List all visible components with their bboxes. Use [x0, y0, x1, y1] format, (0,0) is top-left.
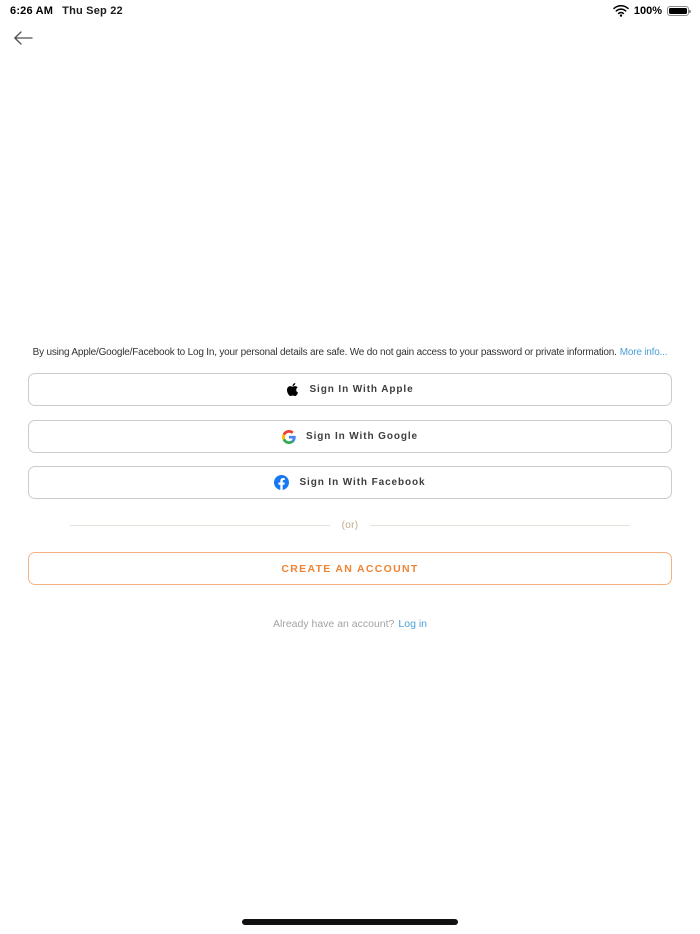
sign-in-facebook-button[interactable] [28, 466, 672, 499]
or-divider [70, 518, 630, 532]
create-account-button[interactable] [28, 552, 672, 585]
back-button[interactable] [11, 28, 35, 48]
sign-in-google-button[interactable] [28, 420, 672, 453]
battery-nub [689, 10, 691, 14]
disclaimer-text: By using Apple/Google/Facebook to Log In, your personal details are safe. We do not gain access to your password or private information. [32, 347, 617, 358]
sign-in-facebook-label: Sign In With Facebook [299, 477, 426, 488]
login-prompt [0, 618, 700, 630]
wifi-icon [613, 5, 629, 17]
battery-percent: 100% [633, 5, 662, 17]
sign-in-apple-button[interactable] [28, 373, 672, 406]
google-logo-icon [282, 430, 296, 444]
disclaimer [0, 346, 700, 360]
status-left [10, 5, 123, 17]
divider-line-right [370, 525, 630, 526]
sign-in-google-label: Sign In With Google [306, 431, 418, 442]
home-indicator[interactable] [242, 919, 458, 925]
more-info-link[interactable]: More info... [619, 347, 668, 358]
status-right [613, 5, 689, 17]
battery-fill [669, 8, 687, 14]
log-in-link[interactable]: Log in [398, 618, 428, 630]
battery-icon [667, 6, 689, 16]
status-date: Thu Sep 22 [62, 5, 123, 17]
facebook-logo-icon [274, 475, 289, 490]
create-account-label: CREATE AN ACCOUNT [281, 562, 419, 575]
status-bar [0, 0, 700, 22]
or-label: (or) [341, 519, 359, 531]
sign-in-apple-label: Sign In With Apple [309, 384, 414, 395]
apple-logo-icon [286, 382, 299, 397]
arrow-left-icon [13, 30, 33, 46]
status-time: 6:26 AM [10, 5, 54, 17]
divider-line-left [70, 525, 330, 526]
login-prompt-text: Already have an account? [272, 618, 395, 630]
